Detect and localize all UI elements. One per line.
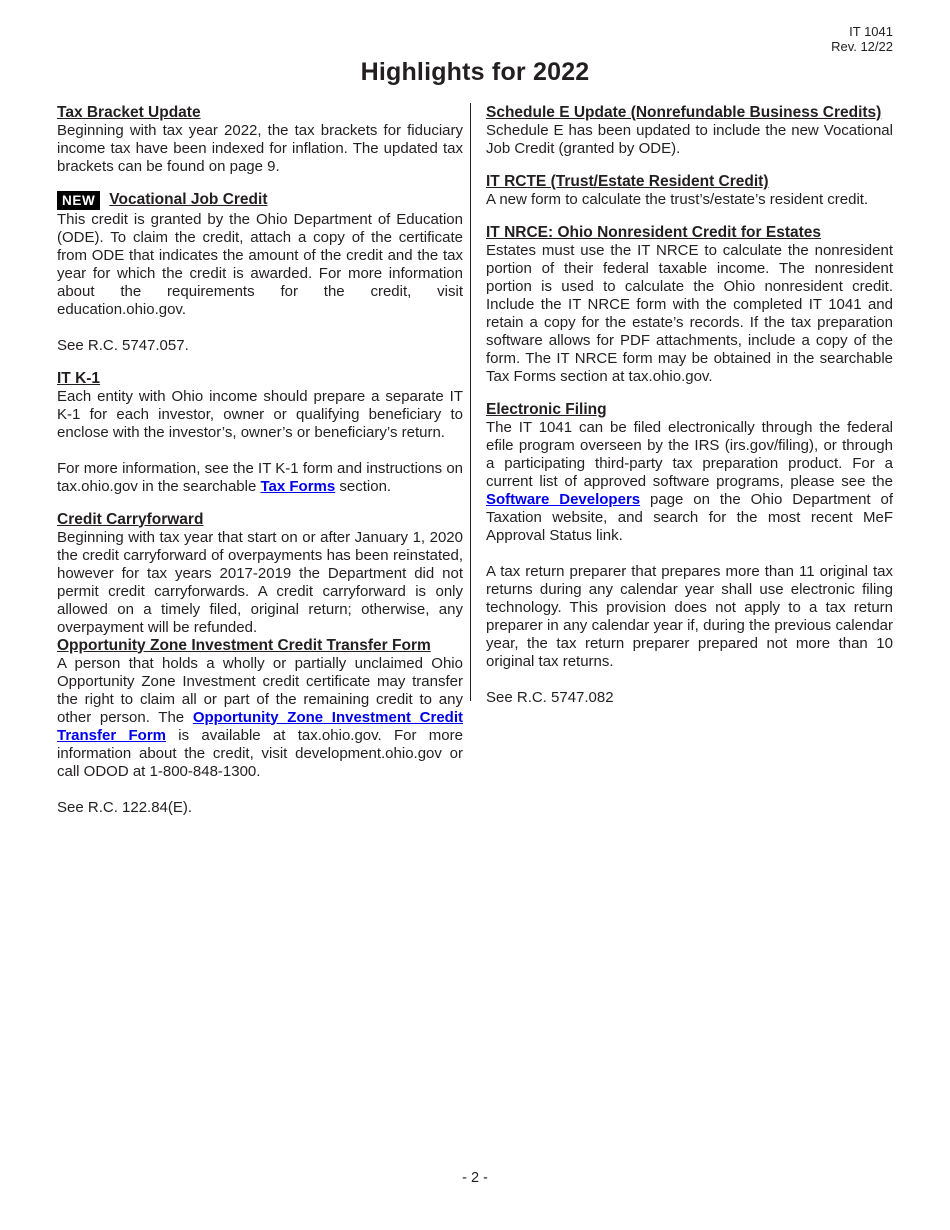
left-column — [57, 104, 463, 817]
paragraph — [486, 419, 893, 545]
section-opportunity-zone — [57, 637, 463, 817]
section-it-nrce — [486, 224, 893, 386]
statute-reference: See R.C. 5747.057. — [57, 336, 189, 354]
paragraph: A new form to calculate the trust’s/estate’s resident credit. — [486, 191, 869, 208]
doc-meta — [831, 24, 893, 54]
section-credit-carryforward — [57, 511, 463, 637]
section-it-rcte — [486, 173, 893, 209]
section-heading-opportunity-zone: Opportunity Zone Investment Credit Transfer Form — [57, 636, 431, 654]
section-schedule-e-update — [486, 104, 893, 158]
section-heading-it-nrce: IT NRCE: Ohio Nonresident Credit for Estates — [486, 224, 822, 241]
columns — [57, 104, 893, 817]
section-heading-tax-bracket-update: Tax Bracket Update — [57, 104, 201, 121]
revision: Rev. 12/22 — [831, 39, 893, 54]
paragraph-text: A person that holds a wholly or partially unclaimed Ohio Opportunity Zone Investment credit certificate may transfer the right to claim all or part of the remaining credit to any other person. The — [57, 654, 463, 726]
paragraph: Each entity with Ohio income should prepare a separate IT K-1 for each investor, owner or qualifying beneficiary to enclose with the investor’s, owner’s or beneficiary’s return. — [57, 387, 463, 441]
paragraph: A tax return preparer that prepares more than 11 original tax returns during any calendar year shall use electronic filing technology. This provision does not apply to a tax return preparer in any calendar year if, during the previous calendar year, the tax return preparer prepared not more than 10 original tax returns. — [486, 563, 893, 670]
section-tax-bracket-update — [57, 104, 463, 176]
right-column — [486, 104, 893, 817]
section-electronic-filing — [486, 401, 893, 707]
paragraph-text: section. — [335, 477, 392, 495]
paragraph — [57, 460, 463, 496]
paragraph: Schedule E has been updated to include the new Vocational Job Credit (granted by ODE). — [486, 122, 893, 157]
paragraph: Beginning with tax year 2022, the tax brackets for fiduciary income tax have been indexed for inflation. The updated tax brackets can be found on page 9. — [57, 122, 463, 175]
tax-forms-link[interactable]: Tax Forms — [260, 477, 336, 495]
section-heading-schedule-e-update: Schedule E Update (Nonrefundable Business Credits) — [486, 104, 882, 121]
page-number: - 2 - — [462, 1170, 488, 1186]
section-heading-it-rcte: IT RCTE (Trust/Estate Resident Credit) — [486, 173, 769, 190]
statute-reference: See R.C. 5747.082 — [486, 689, 614, 706]
form-id: IT 1041 — [849, 24, 893, 39]
section-vocational-job-credit — [57, 191, 463, 355]
section-heading-it-k1: IT K-1 — [57, 369, 101, 387]
paragraph: Estates must use the IT NRCE to calculate the nonresident portion of their federal taxable income. The nonresident portion is used to calculate the Ohio nonresident credit. Include the IT NRCE form with the completed IT 1041 and retain a copy for the estate’s records. If the tax preparation software allows for PDF attachments, include a copy of the form. The IT NRCE form may be obtained in the searchable Tax Forms section at tax.ohio.gov. — [486, 242, 893, 385]
paragraph-text: For more information, see the IT K-1 form and instructions on tax.ohio.gov in the searchable — [57, 459, 463, 495]
software-developers-link[interactable]: Software Developers — [486, 491, 641, 508]
paragraph-text: page on the Ohio Department of Taxation website, and search for the most recent MeF Approval Status link. — [486, 491, 893, 544]
section-heading-electronic-filing: Electronic Filing — [486, 401, 607, 418]
page-title: Highlights for 2022 — [360, 58, 590, 86]
section-it-k1 — [57, 370, 463, 496]
section-heading-vocational-job-credit: Vocational Job Credit — [109, 191, 268, 209]
paragraph: This credit is granted by the Ohio Department of Education (ODE). To claim the credit, attach a copy of the certificate from ODE that indicates the amount of the credit and the tax year for which the credit is awarded. For more information about the requirements for the credit, visit education.ohio.gov. — [57, 210, 463, 318]
statute-reference: See R.C. 122.84(E). — [57, 798, 193, 816]
badge-row — [57, 191, 463, 210]
paragraph — [57, 655, 463, 781]
paragraph: Beginning with tax year that start on or after January 1, 2020 the credit carryforward of overpayments has been reinstated, however for tax years 2017-2019 the Department did not permit credit carryforwards. A credit carryforward is only allowed on a timely filed, original return; otherwise, any overpayment will be refunded. — [57, 528, 463, 636]
paragraph-text: is available at tax.ohio.gov. For more information about the credit, visit development.ohio.gov or call ODOD at 1-800-848-1300. — [57, 726, 463, 780]
section-heading-credit-carryforward: Credit Carryforward — [57, 510, 204, 528]
paragraph-text: The IT 1041 can be filed electronically through the federal efile program overseen by the IRS (irs.gov/filing), or through a participating third-party tax preparation product. For a current list of approved software programs, please see the — [486, 419, 893, 490]
opportunity-zone-form-link[interactable]: Opportunity Zone Investment Credit Transfer Form — [57, 708, 463, 744]
new-badge: NEW — [57, 191, 100, 210]
